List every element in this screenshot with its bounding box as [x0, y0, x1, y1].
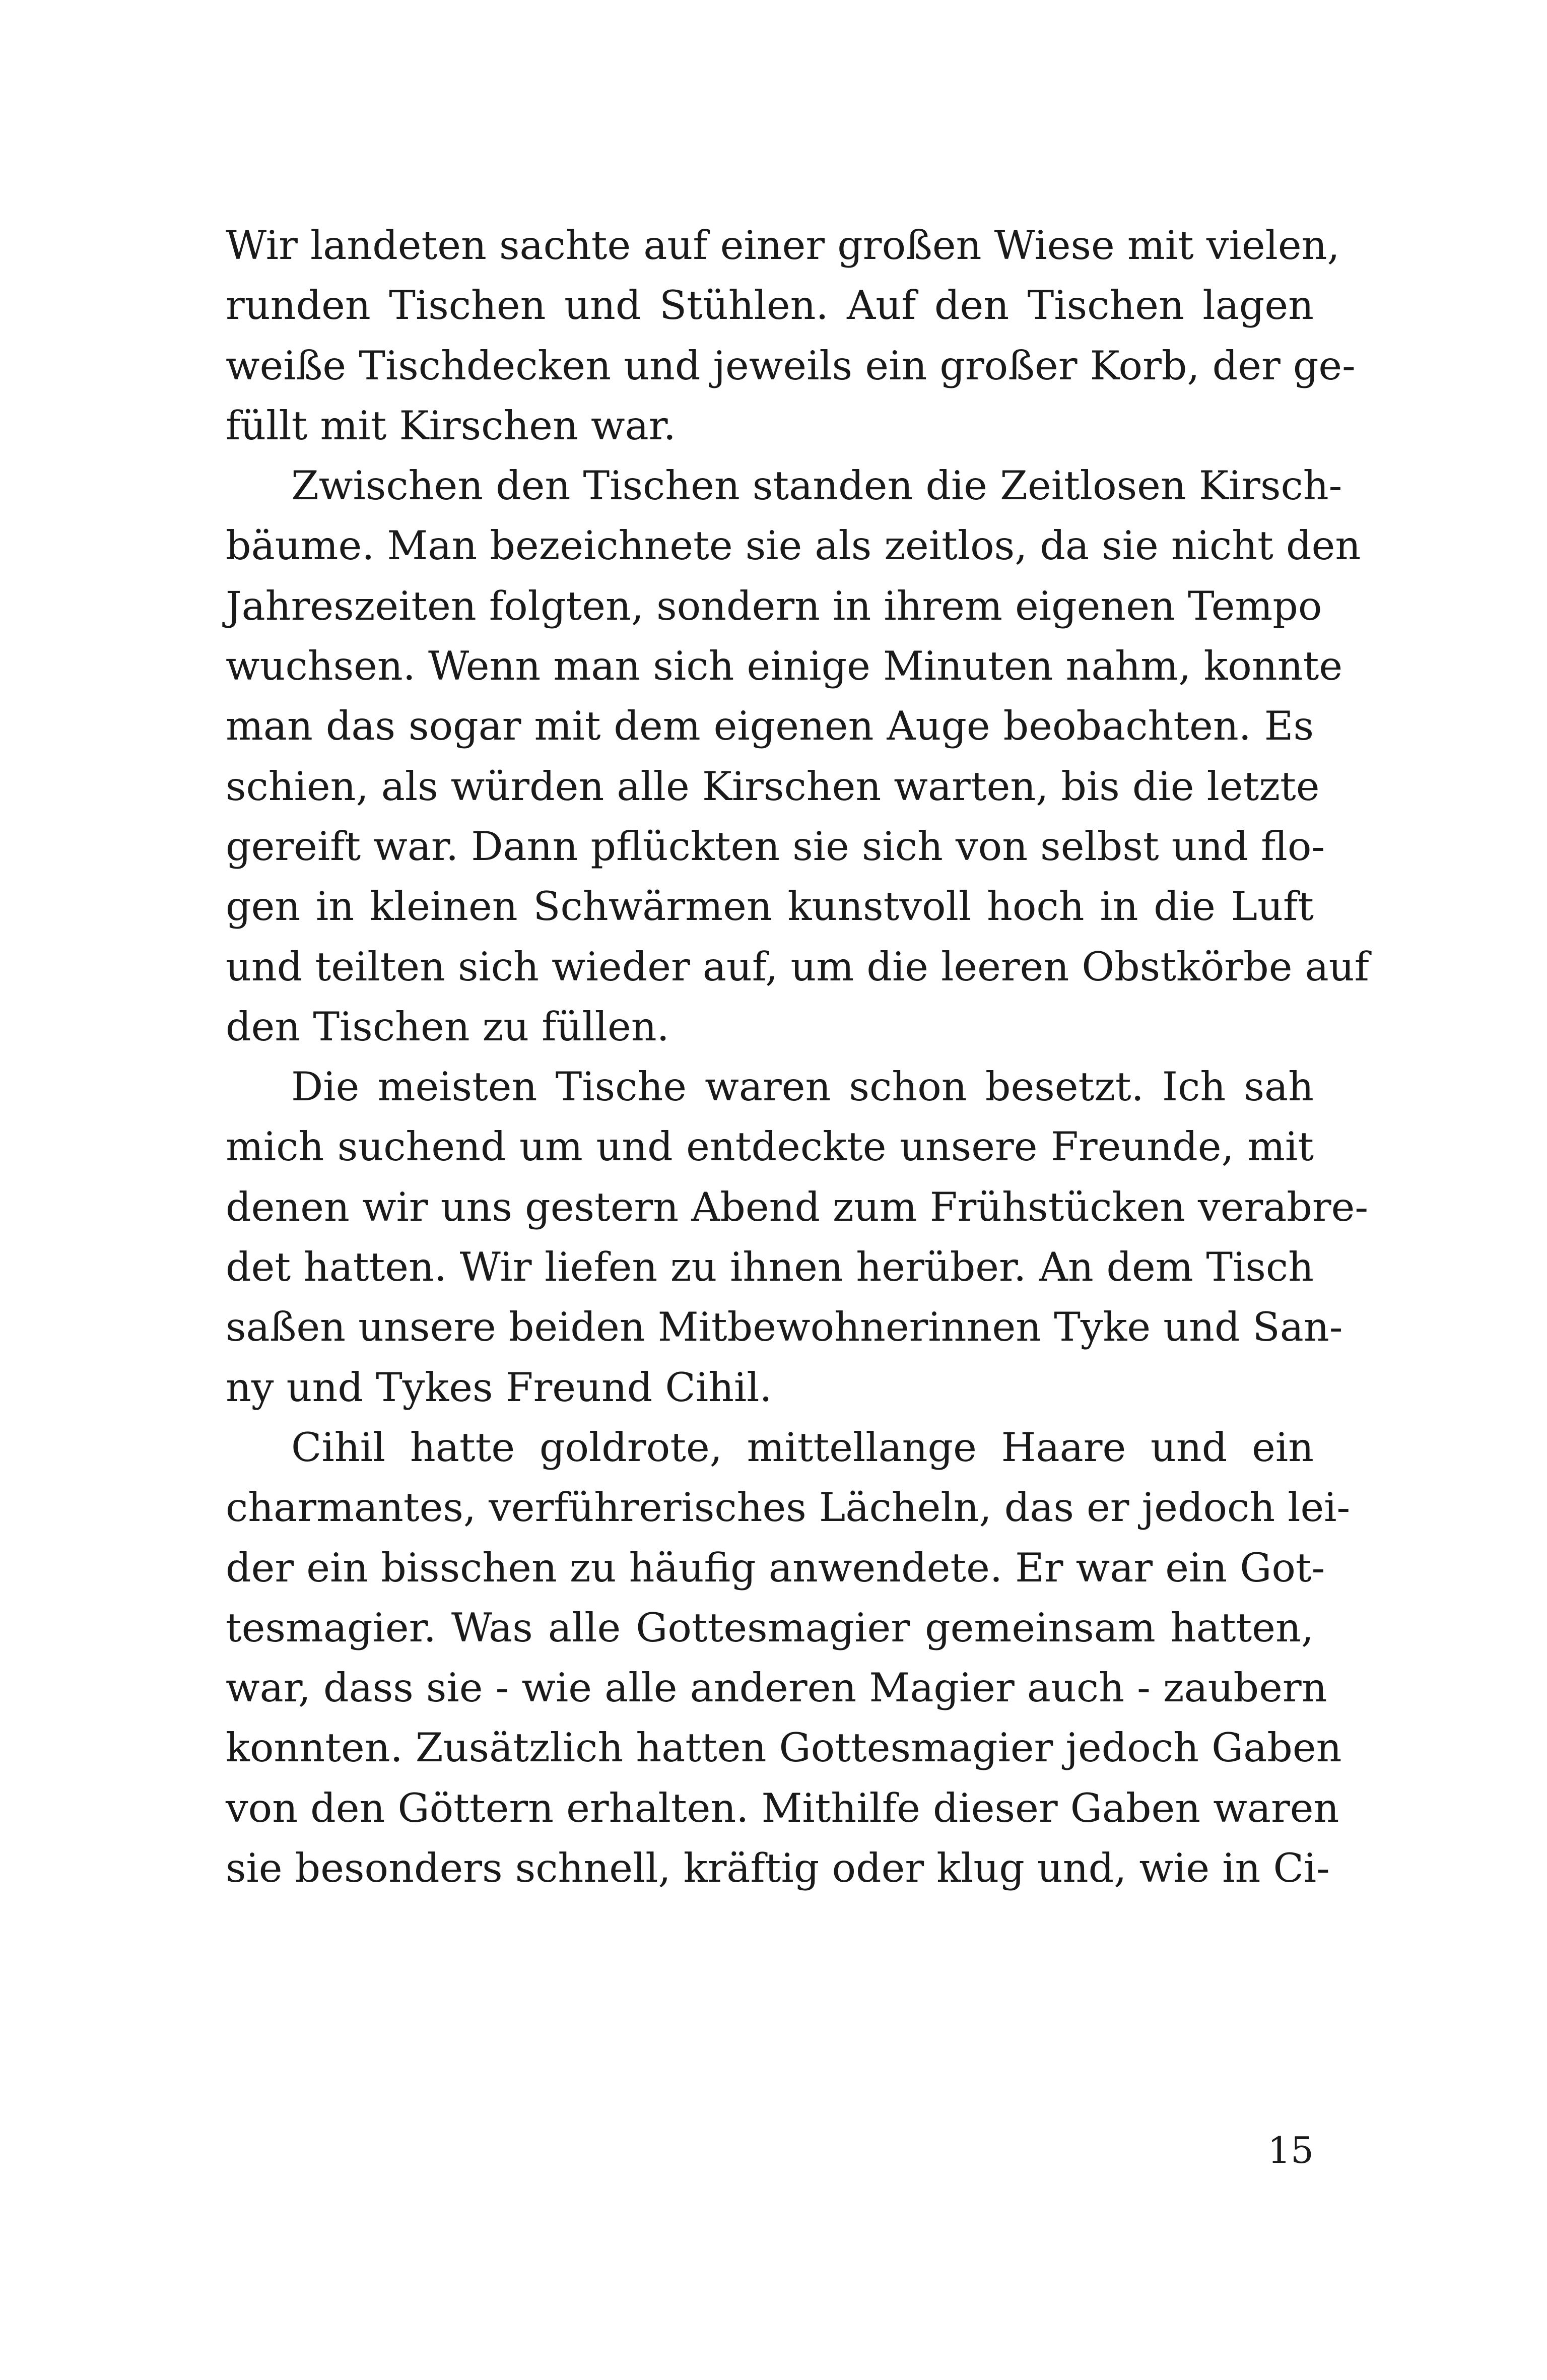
text-line: man das sogar mit dem eigenen Auge beobachten. Es: [226, 703, 1314, 750]
text-line: der ein bisschen zu häufig anwendete. Er war ein Got-: [226, 1544, 1325, 1591]
text-line: gen in kleinen Schwärmen kunstvoll hoch in die Luft: [226, 883, 1314, 930]
text-line: Die meisten Tische waren schon besetzt. Ich sah: [291, 1064, 1314, 1110]
text-line: konnten. Zusätzlich hatten Gottesmagier jedoch Gaben: [226, 1725, 1342, 1771]
text-line: den Tischen zu füllen.: [226, 1003, 669, 1050]
text-line: mich suchend um und entdeckte unsere Freunde, mit: [226, 1123, 1314, 1170]
text-line: von den Göttern erhalten. Mithilfe dieser Gaben waren: [226, 1784, 1339, 1831]
text-line: gereift war. Dann pflückten sie sich von selbst und flo-: [226, 823, 1325, 870]
text-line: Wir landeten sachte auf einer großen Wiese mit vielen,: [226, 222, 1340, 269]
text-line: war, dass sie - wie alle anderen Magier auch - zaubern: [226, 1665, 1327, 1711]
text-line: Cihil hatte goldrote, mittellange Haare und ein: [291, 1424, 1314, 1471]
text-line: Zwischen den Tischen standen die Zeitlosen Kirsch-: [291, 462, 1342, 509]
page-number: 15: [1267, 2129, 1314, 2171]
text-line: weiße Tischdecken und jeweils ein großer Korb, der ge-: [226, 342, 1356, 389]
text-line: det hatten. Wir liefen zu ihnen herüber. An dem Tisch: [226, 1244, 1314, 1291]
text-line: füllt mit Kirschen war.: [226, 402, 676, 449]
text-line: und teilten sich wieder auf, um die leeren Obstkörbe auf: [226, 943, 1369, 990]
text-line: schien, als würden alle Kirschen warten, bis die letzte: [226, 763, 1320, 810]
text-line: bäume. Man bezeichnete sie als zeitlos, da sie nicht den: [226, 522, 1361, 569]
text-line: saßen unsere beiden Mitbewohnerinnen Tyke und San-: [226, 1304, 1343, 1351]
text-line: runden Tischen und Stühlen. Auf den Tischen lagen: [226, 282, 1314, 329]
text-line: Jahreszeiten folgten, sondern in ihrem eigenen Tempo: [226, 582, 1322, 629]
text-line: charmantes, verführerisches Lächeln, das er jedoch lei-: [226, 1484, 1351, 1531]
text-line: sie besonders schnell, kräftig oder klug und, wie in Ci-: [226, 1845, 1330, 1892]
text-line: denen wir uns gestern Abend zum Frühstücken verabre-: [226, 1183, 1369, 1230]
body-text: [226, 216, 1369, 1898]
text-line: wuchsen. Wenn man sich einige Minuten nahm, konnte: [226, 643, 1343, 690]
text-line: ny und Tykes Freund Cihil.: [226, 1364, 772, 1411]
text-line: tesmagier. Was alle Gottesmagier gemeinsam hatten,: [226, 1604, 1314, 1651]
